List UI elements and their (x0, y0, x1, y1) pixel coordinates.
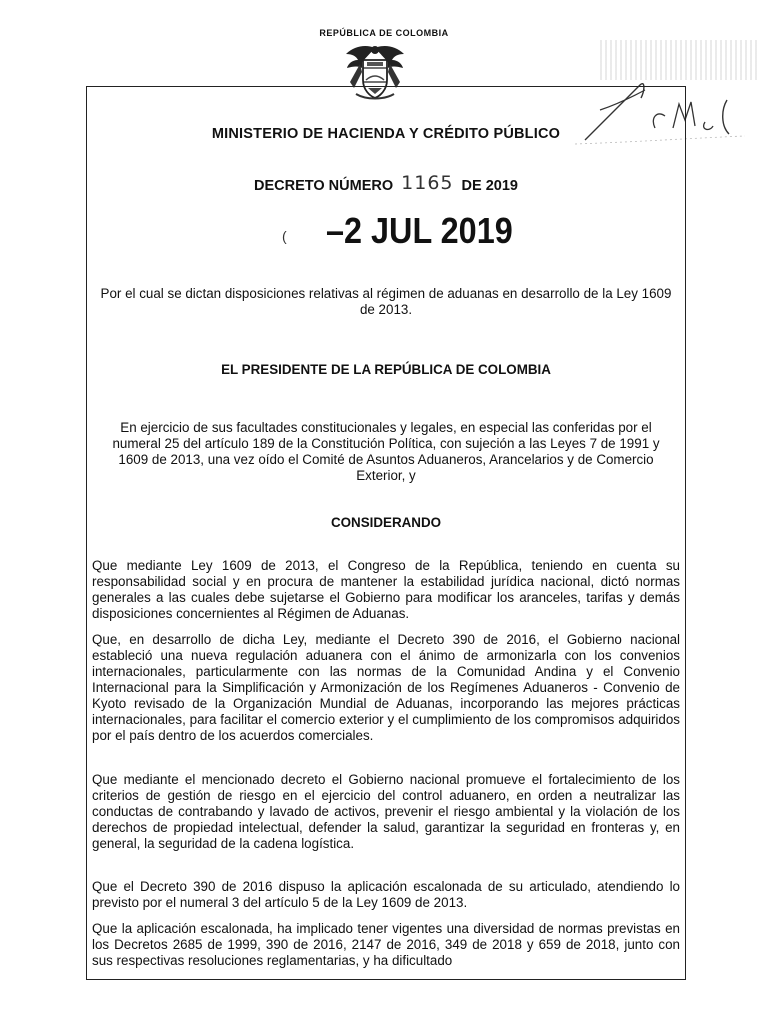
decree-prefix: DECRETO NÚMERO (254, 178, 394, 194)
date-stamp: –2 JUL 2019 (326, 210, 513, 251)
republic-label: REPÚBLICA DE COLOMBIA (319, 28, 449, 38)
president-heading: EL PRESIDENTE DE LA REPÚBLICA DE COLOMBIA (221, 362, 551, 377)
decree-number: 1165 (401, 172, 454, 194)
considerando-paragraph: Que la aplicación escalonada, ha implicado tener vigentes una diversidad de normas previstas en los Decretos 2685 de 1999, 390 de 2016, 2147 de 2016, 349 de 2018 y 659 de 2018, junto con sus respectivas resoluciones reglamentarias, y ha dificultado (92, 921, 680, 968)
decree-suffix: DE 2019 (461, 178, 518, 194)
considering-heading: CONSIDERANDO (330, 515, 442, 530)
considerando-paragraph: Que mediante el mencionado decreto el Gobierno nacional promueve el fortalecimiento de los criterios de gestión de riesgo en el ejercicio del control aduanero, en orden a neutralizar las conductas de contrabando y lavado de activos, prevenir el riesgo ambiental y la violación de los derechos de propiedad intelectual, defender la salud, garantizar la seguridad en fronteras y, en general, la seguridad de la cadena logística. (92, 772, 680, 851)
date-paren: ( (282, 228, 287, 244)
decree-line (88, 172, 684, 194)
considerando-paragraph: Que el Decreto 390 de 2016 dispuso la aplicación escalonada de su articulado, atendiendo lo previsto por el numeral 3 del artículo 5 de la Ley 1609 de 2013. (92, 879, 680, 910)
considerando-paragraph: Que mediante Ley 1609 de 2013, el Congreso de la República, teniendo en cuenta su responsabilidad social y en procura de mantener la estabilidad jurídica nacional, dictó normas generales a las cuales debe sujetarse el Gobierno para modificar los aranceles, tarifas y demás disposiciones concernientes al Régimen de Aduanas. (92, 558, 680, 621)
considerando-paragraph: Que, en desarrollo de dicha Ley, mediante el Decreto 390 de 2016, el Gobierno nacional estableció una nueva regulación aduanera con el ánimo de armonizarla con los convenios internacionales, particularmente con las normas de la Comunidad Andina y el Convenio Internacional para la Simplificación y Armonización de los Regímenes Aduaneros - Convenio de Kyoto revisado de la Organización Mundial de Aduanas, incorporando las mejores prácticas internacionales, para facilitar el comercio exterior y el cumplimiento de los compromisos adquiridos por el país dentro de los acuerdos comerciales. (92, 632, 680, 743)
decree-purpose: Por el cual se dictan disposiciones relativas al régimen de aduanas en desarrollo de la Ley 1609 de 2013. (100, 286, 672, 317)
legal-powers: En ejercicio de sus facultades constitucionales y legales, en especial las conferidas por el numeral 25 del artículo 189 de la Constitución Política, con sujeción a las Leyes 7 de 1991 y 1609 de 2013, una vez oído el Comité de Asuntos Aduaneros, Arancelarios y de Comercio Exterior, y (112, 420, 660, 483)
ministry-title: MINISTERIO DE HACIENDA Y CRÉDITO PÚBLICO (211, 126, 561, 142)
